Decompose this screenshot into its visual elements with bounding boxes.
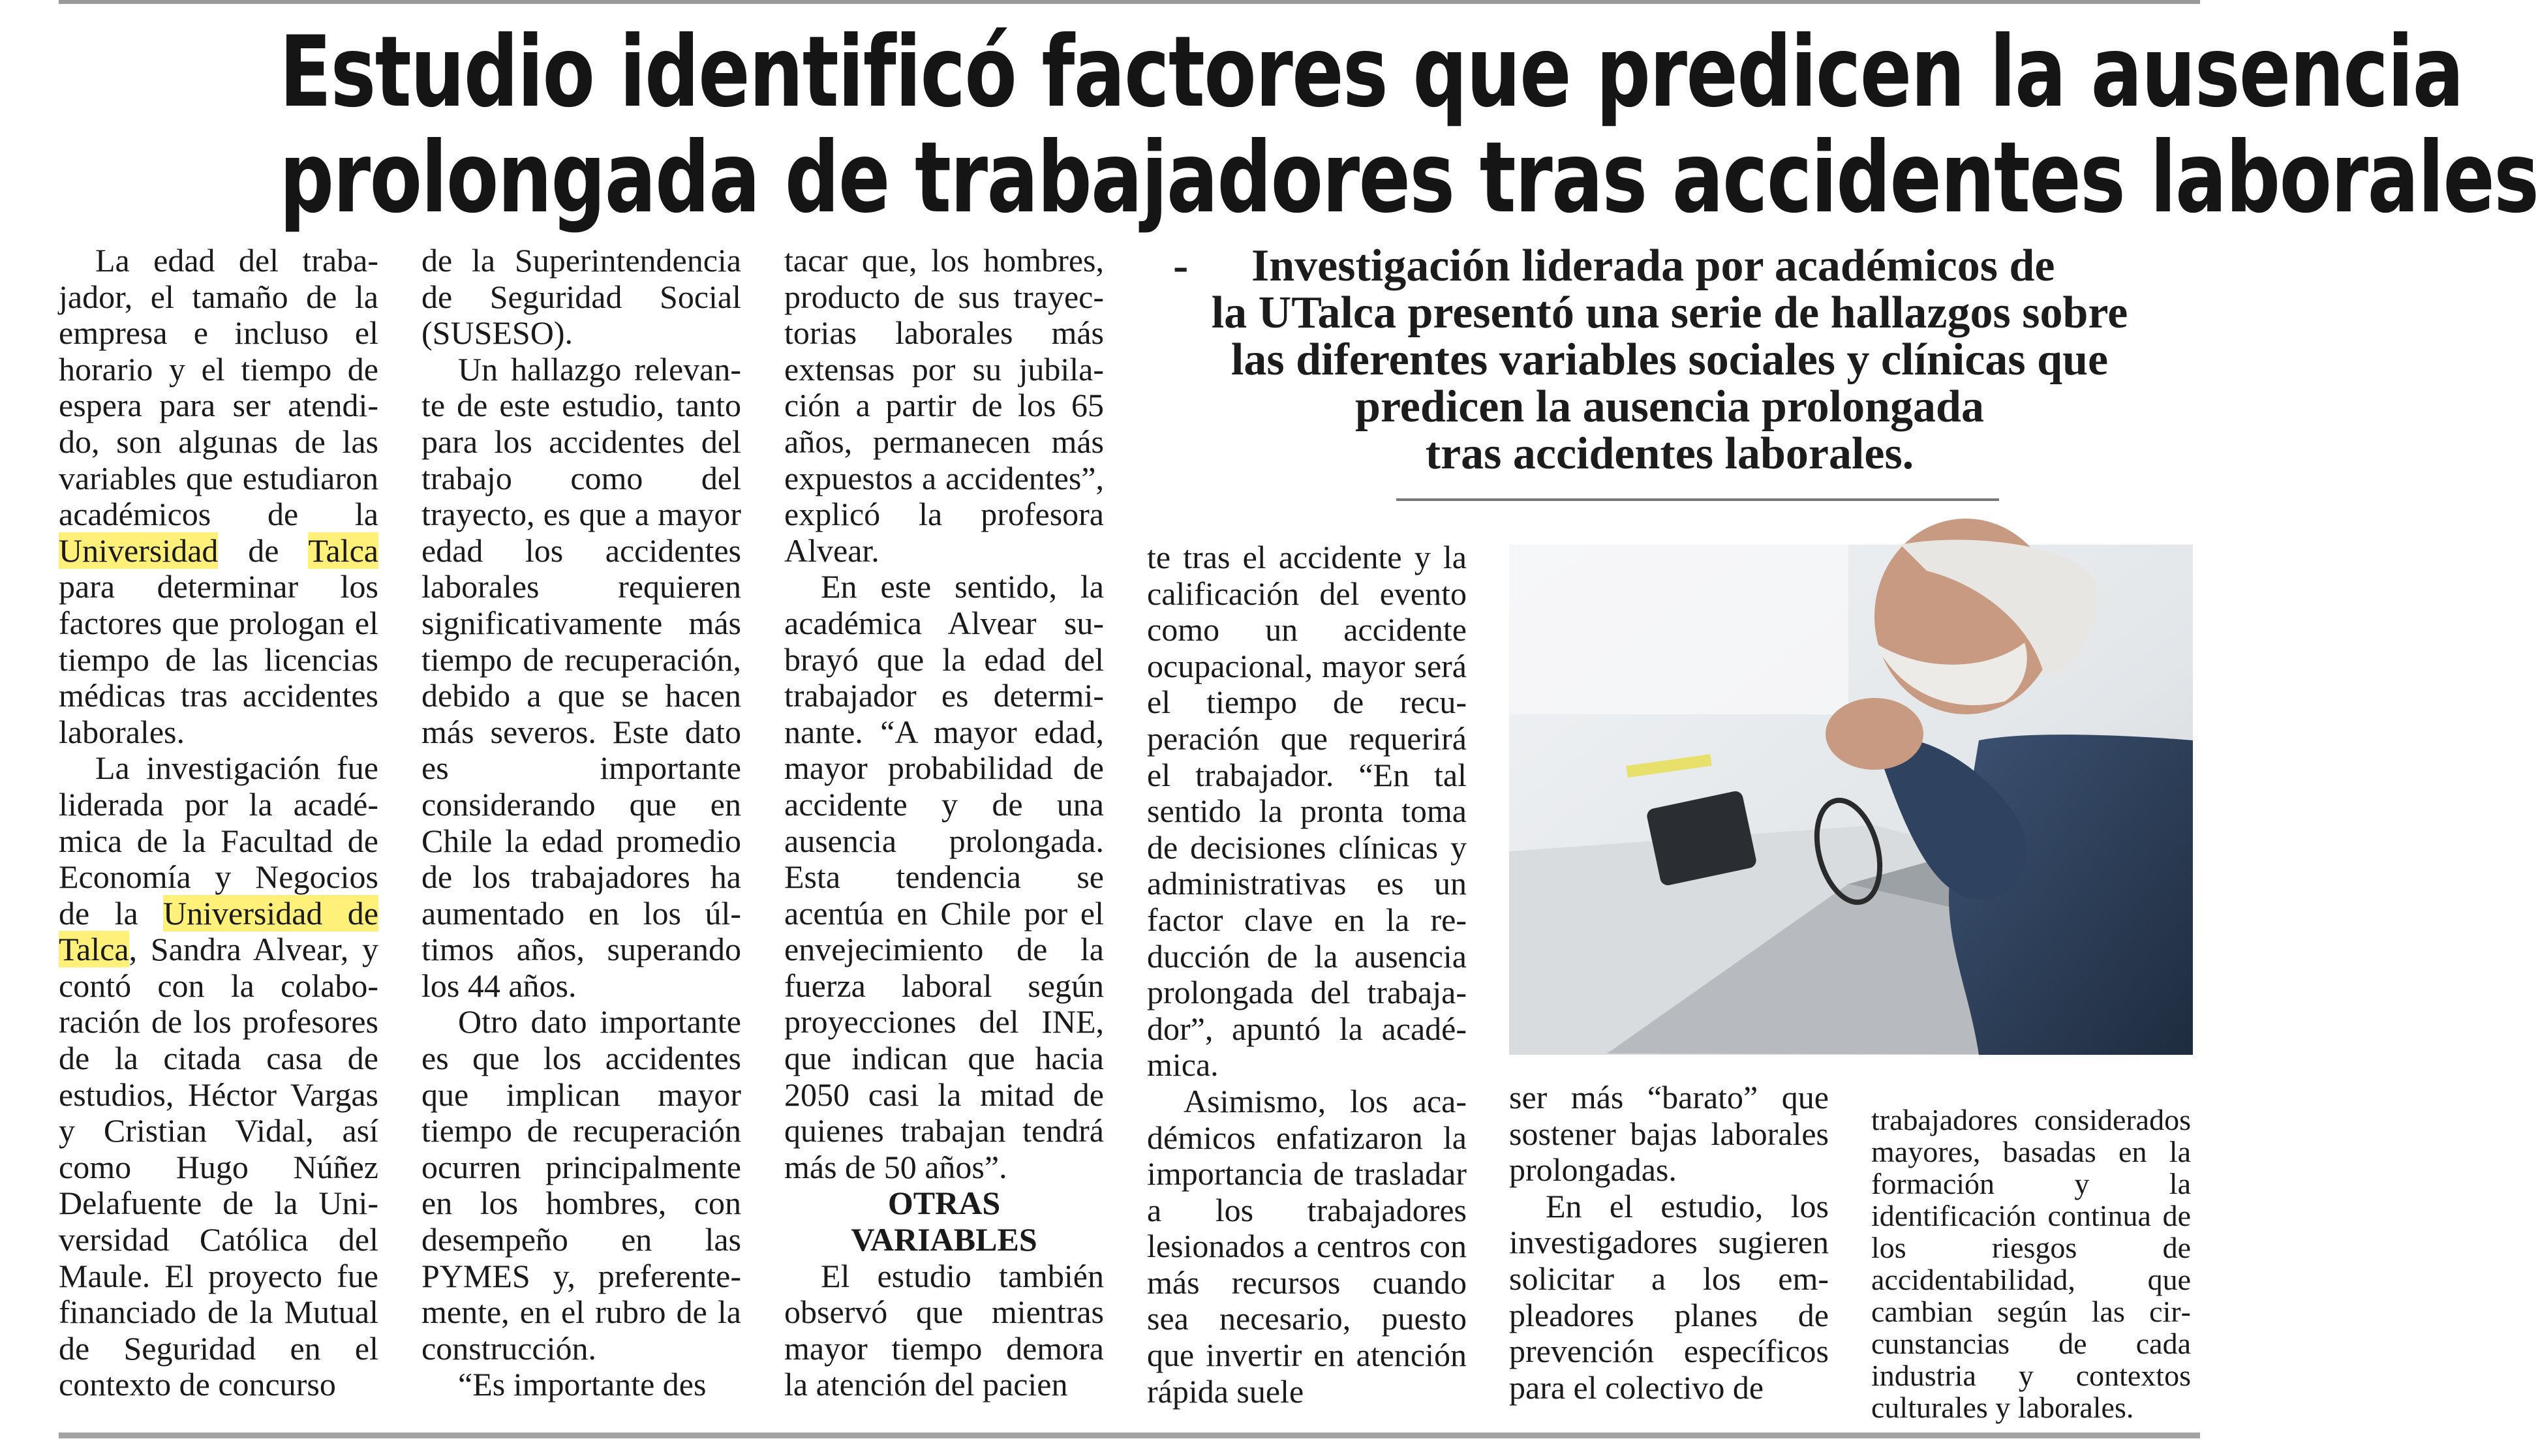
subheading: VARIABLES (851, 1221, 1037, 1258)
headline-line-1: Estudio identificó factores que predicen la ausencia (279, 16, 2464, 129)
paragraph: trabajadores considerados mayores, basadas en la formación y la identificación continua de los riesgos de accidentabilidad, que cambian según las circunstancias de cada industria y contextos culturales y laborales. (1871, 1103, 2191, 1424)
article-column-4 (1147, 539, 1467, 1410)
paragraph: te tras el accidente y la calificación del evento como un accidente ocupacional, mayor será el tiempo de recuperación que requerirá el trabajador. “En tal sentido la pronta toma de decisiones clínicas y administrativas es un factor clave en la reducción de la ausencia prolongada del trabajador”, apuntó la académica. (1147, 539, 1467, 1084)
paragraph: Asimismo, los académicos enfatizaron la importancia de trasladar a los trabajadores lesionados a centros con más recursos cuando sea necesario, puesto que invertir en atención rápida suele (1147, 1082, 1467, 1410)
paragraph: “Es importante des (458, 1366, 707, 1403)
article-column-6 (1871, 1104, 2191, 1423)
paragraph: La investigación fue liderada por la académica de la Facultad de Economía y Negocios de la Universidad de Talca, Sandra Alvear, y contó con la colaboración de los profesores de la citada casa de estudios, Héctor Vargas y Cristian Vidal, así como Hugo Núñez Delafuente de la Universidad Católica del Maule. El proyecto fue financiado de la Mutual de Seguridad en el contexto de concurso (59, 750, 379, 1403)
article-column-5 (1509, 1080, 1829, 1406)
highlighted-text: Universidad (59, 532, 219, 569)
photo-illustration (1509, 545, 2193, 1055)
paragraph: En este sentido, la académica Alvear subrayó que la edad del trabajador es determinante. “A mayor edad, mayor probabilidad de accidente y de una ausencia prolongada. Esta tendencia se acentúa en Chile por el envejecimiento de la fuerza laboral según proyecciones del INE, que indican que hacia 2050 casi la mitad de quienes trabajan tendrá más de 50 años”. (784, 568, 1104, 1185)
deck-underline (1396, 498, 1999, 501)
deck-line: tras accidentes laborales. (1425, 429, 1914, 479)
highlighted-text: Universidad de Talca (59, 894, 379, 968)
headline (39, 16, 2538, 235)
paragraph: de la Superintendencia de Seguridad Social (SUSESO). (421, 242, 741, 352)
paragraph: Un hallazgo relevante de este estudio, tanto para los accidentes del trabajo como del trayecto, es que a mayor edad los accidentes laborales requieren significativamente más tiempo de recuperación, debido a que se hacen más severos. Este dato es importante considerando que en Chile la edad promedio de los trabajadores ha aumentado en los últimos años, superando los 44 años. (421, 350, 741, 1004)
deck-summary (1140, 243, 2199, 478)
paragraph: Otro dato importante es que los accidentes que implican mayor tiempo de recuperación ocurren principalmente en los hombres, con desempeño en las PYMES y, preferentemente, en el rubro de la construcción. (421, 1003, 741, 1367)
headline-line-2: prolongada de trabajadores tras accidentes laborales (279, 121, 2538, 235)
older-man-at-laptop-photo (1509, 545, 2193, 1055)
article-column-2 (421, 243, 741, 1403)
paragraph: ser más “barato” que sostener bajas laborales prolongadas. (1509, 1079, 1829, 1189)
deck-line: predicen la ausencia prolongada (1355, 382, 1984, 432)
paragraph: La edad del trabajador, el tamaño de la empresa e incluso el horario y el tiempo de espera para ser atendido, son algunas de las variables que estudiaron académicos de la Universidad de Talca para determinar los factores que prologan el tiempo de las licencias médicas tras accidentes laborales. (59, 242, 378, 750)
article-column-3 (784, 243, 1104, 1403)
deck-line: - Investigación liderada por académicos de (1173, 241, 2055, 291)
article-column-1 (59, 243, 378, 1403)
bottom-rule (59, 1433, 2200, 1438)
highlighted-text: Talca (308, 532, 378, 569)
subheading: OTRAS (887, 1185, 1001, 1222)
deck-line: la UTalca presentó una serie de hallazgos sobre (1211, 288, 2128, 338)
deck-dash: - (1173, 241, 1189, 291)
paragraph: tacar que, los hombres, producto de sus trayectorias laborales más extensas por su jubilación a partir de los 65 años, permanecen más expuestos a accidentes”, explicó la profesora Alvear. (784, 242, 1104, 569)
paragraph: El estudio también observó que mientras mayor tiempo demora la atención del pacien (784, 1257, 1104, 1403)
paragraph: En el estudio, los investigadores sugieren solicitar a los empleadores planes de prevención específicos para el colectivo de (1509, 1187, 1829, 1406)
top-rule (59, 0, 2200, 4)
deck-line: las diferentes variables sociales y clínicas que (1231, 335, 2109, 385)
